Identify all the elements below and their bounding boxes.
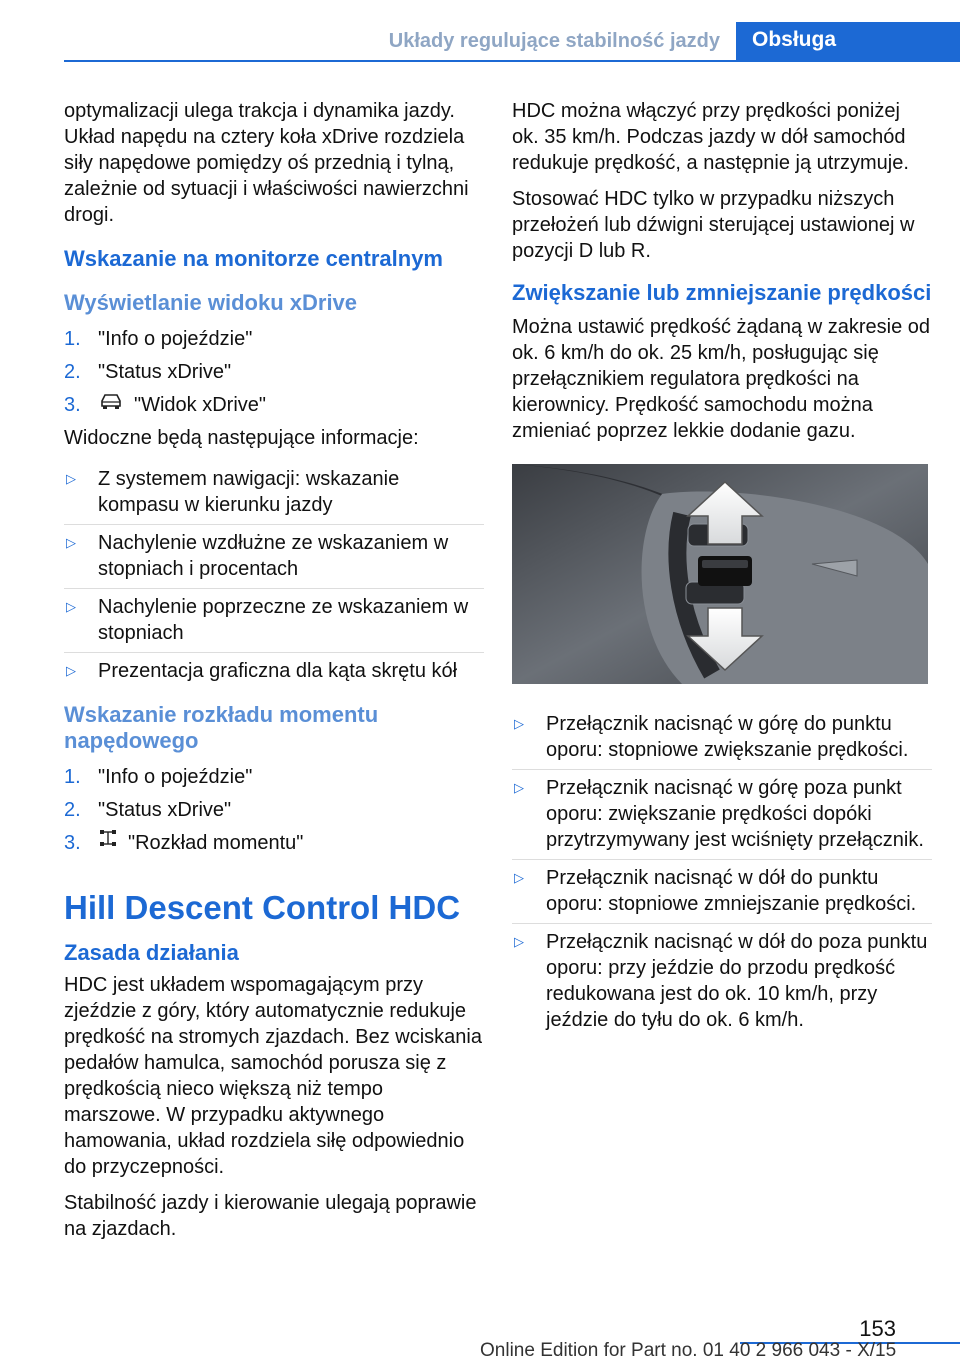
heading-torque-distribution: Wskazanie rozkładu momentu napędowego bbox=[64, 702, 379, 753]
left-column bbox=[64, 98, 484, 1252]
torque-steps bbox=[64, 764, 484, 856]
list-item bbox=[512, 923, 932, 1033]
page-number: 153 bbox=[859, 1316, 896, 1341]
item-text: Przełącznik nacisnąć w górę poza punkt oporu: zwiększanie prędkości dopóki przytrzymywany jest wciśnięty przełącznik. bbox=[546, 777, 924, 851]
list-item bbox=[64, 830, 484, 856]
principle-paragraph-2: Stabilność jazdy i kierowanie ulegają poprawie na zjazdach. bbox=[64, 1192, 477, 1240]
item-text: Przełącznik nacisnąć w górę do punktu oporu: stopniowe zwiększanie prędkości. bbox=[546, 713, 909, 761]
item-text: Prezentacja graficzna dla kąta skrętu kół bbox=[98, 660, 458, 682]
switch-actions-list bbox=[512, 706, 932, 1033]
item-text: Przełącznik nacisnąć w dół do punktu oporu: stopniowe zmniejszanie prędkości. bbox=[546, 867, 917, 915]
info-intro: Widoczne będą następujące informacje: bbox=[64, 427, 419, 449]
principle-paragraph-1: HDC jest układem wspomagającym przy zjeździe z góry, który automatycznie redukuje prędkość na stromych zjazdach. Bez wciskania pedałów hamulca, samochód porusza się z prędkością nieco większą niż tempo marszowe. W przypadku aktywnego hamowania, układ rozdziela siłę odpowiednio do przyczepności. bbox=[64, 974, 482, 1178]
step-number: 2. bbox=[64, 361, 81, 383]
step-number: 1. bbox=[64, 328, 81, 350]
triangle-bullet-icon: ▷ bbox=[514, 934, 524, 949]
speed-range-paragraph: Można ustawić prędkość żądaną w zakresie od ok. 6 km/h do ok. 25 km/h, posługując się przełącznikiem regulatora prędkości na kierownicy. Prędkość samochodu można zmieniać poprzez lekkie dodanie gazu. bbox=[512, 316, 930, 442]
list-item bbox=[64, 524, 484, 582]
step-number: 3. bbox=[64, 394, 81, 416]
step-text: "Status xDrive" bbox=[98, 361, 232, 383]
item-text: Z systemem nawigacji: wskazanie kompasu w kierunku jazdy bbox=[98, 468, 400, 516]
step-number: 3. bbox=[64, 832, 81, 854]
hdc-gear-paragraph: Stosować HDC tylko w przypadku niższych przełożeń lub dźwigni sterującej ustawionej w pozycji D lub R. bbox=[512, 188, 915, 262]
triangle-bullet-icon: ▷ bbox=[66, 535, 76, 550]
steering-wheel-switch-image bbox=[512, 464, 928, 684]
item-text: Nachylenie poprzeczne ze wskazaniem w stopniach bbox=[98, 596, 469, 644]
step-text: "Info o pojeździe" bbox=[98, 766, 253, 788]
list-item bbox=[512, 769, 932, 853]
list-item bbox=[64, 652, 484, 684]
heading-speed-adjust: Zwiększanie lub zmniejszanie prędkości bbox=[512, 280, 932, 305]
header-rule bbox=[64, 60, 960, 62]
step-number: 2. bbox=[64, 799, 81, 821]
info-list bbox=[64, 461, 484, 684]
step-text: "Rozkład momentu" bbox=[128, 832, 304, 854]
list-item bbox=[64, 359, 484, 385]
triangle-bullet-icon: ▷ bbox=[66, 663, 76, 678]
edition-note: Online Edition for Part no. 01 40 2 966 043 - X/15 bbox=[480, 1340, 897, 1361]
triangle-bullet-icon: ▷ bbox=[514, 870, 524, 885]
heading-central-monitor: Wskazanie na monitorze centralnym bbox=[64, 246, 443, 271]
step-number: 1. bbox=[64, 766, 81, 788]
list-item bbox=[512, 859, 932, 917]
right-column bbox=[512, 98, 932, 1039]
triangle-bullet-icon: ▷ bbox=[514, 780, 524, 795]
triangle-bullet-icon: ▷ bbox=[66, 599, 76, 614]
heading-operating-principle: Zasada działania bbox=[64, 940, 239, 965]
triangle-bullet-icon: ▷ bbox=[514, 716, 524, 731]
hdc-activation-paragraph: HDC można włączyć przy prędkości poniżej ok. 35 km/h. Podczas jazdy w dół samochód redukuje prędkość, a następnie ją utrzymuje. bbox=[512, 100, 909, 174]
item-text: Nachylenie wzdłużne ze wskazaniem w stopniach i procentach bbox=[98, 532, 449, 580]
xdrive-view-steps bbox=[64, 326, 484, 418]
step-text: "Widok xDrive" bbox=[134, 394, 266, 416]
list-item bbox=[64, 764, 484, 790]
header-section-title: Układy regulujące stabilność jazdy bbox=[388, 30, 720, 52]
list-item bbox=[64, 797, 484, 823]
heading-hill-descent-control: Hill Descent Control HDC bbox=[64, 889, 461, 926]
list-item bbox=[64, 392, 484, 418]
item-text: Przełącznik nacisnąć w dół do poza punktu oporu: przy jeździe do przodu prędkość redukowana jest do ok. 10 km/h, przy jeździe do tyłu do ok. 6 km/h. bbox=[546, 931, 928, 1031]
car-icon bbox=[98, 391, 124, 417]
step-text: "Status xDrive" bbox=[98, 799, 232, 821]
heading-xdrive-view: Wyświetlanie widoku xDrive bbox=[64, 290, 358, 315]
step-text: "Info o pojeździe" bbox=[98, 328, 253, 350]
list-item bbox=[512, 706, 932, 763]
axle-icon bbox=[98, 828, 118, 855]
intro-paragraph: optymalizacji ulega trakcja i dynamika jazdy. Układ napędu na cztery koła xDrive rozdziela siły napędowe pomiędzy oś przednią i tylną, zależnie od sytuacji i właściwości nawierzchni drogi. bbox=[64, 100, 469, 226]
list-item bbox=[64, 461, 484, 518]
list-item bbox=[64, 588, 484, 646]
triangle-bullet-icon: ▷ bbox=[66, 471, 76, 486]
header-chapter-tab: Obsługa bbox=[736, 22, 960, 62]
list-item bbox=[64, 326, 484, 352]
